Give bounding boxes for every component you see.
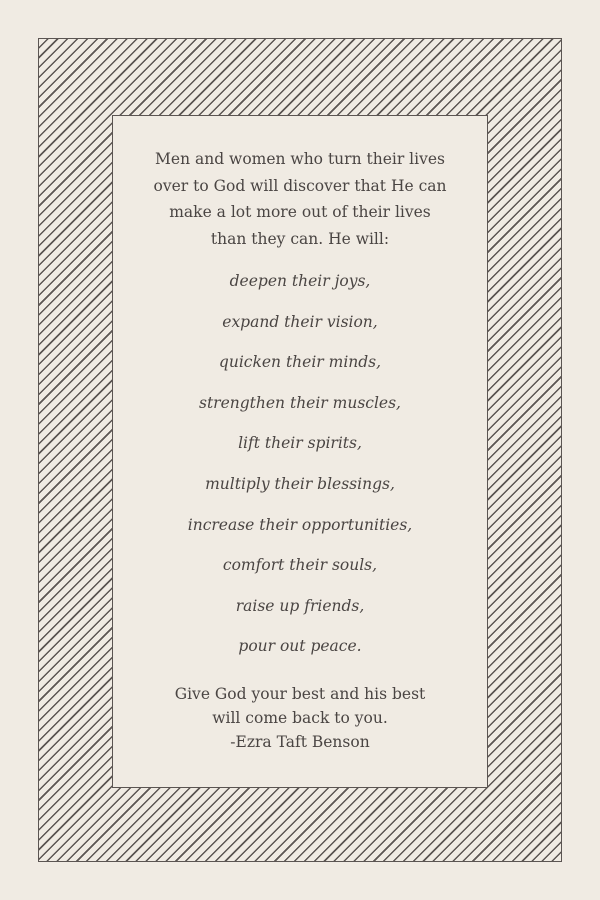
blessing-item: multiply their blessings, — [205, 474, 395, 493]
blessing-item: pour out peace. — [238, 637, 362, 656]
quote-attribution: -Ezra Taft Benson — [230, 733, 370, 751]
blessing-item: quicken their minds, — [218, 353, 382, 372]
blessing-item: raise up friends, — [235, 596, 365, 615]
quote-card — [112, 115, 488, 788]
blessing-item: strengthen their muscles, — [199, 393, 401, 412]
intro-line: make a lot more out of their lives — [169, 203, 431, 221]
blessing-item: comfort their souls, — [222, 556, 378, 575]
closing-line: will come back to you. — [212, 709, 388, 727]
intro-line: Men and women who turn their lives — [155, 150, 445, 168]
blessings-list — [113, 269, 487, 675]
intro-line: over to God will discover that He can — [153, 176, 447, 195]
blessing-item: increase their opportunities, — [187, 515, 413, 534]
blessing-item: lift their spirits, — [238, 434, 362, 453]
blessing-item: deepen their joys, — [229, 272, 371, 290]
blessing-item: expand their vision, — [222, 312, 378, 331]
intro-line: than they can. He will: — [210, 229, 390, 248]
closing-line: Give God your best and his best — [174, 685, 426, 703]
quote-intro — [113, 146, 487, 252]
quote-closing — [113, 682, 487, 754]
